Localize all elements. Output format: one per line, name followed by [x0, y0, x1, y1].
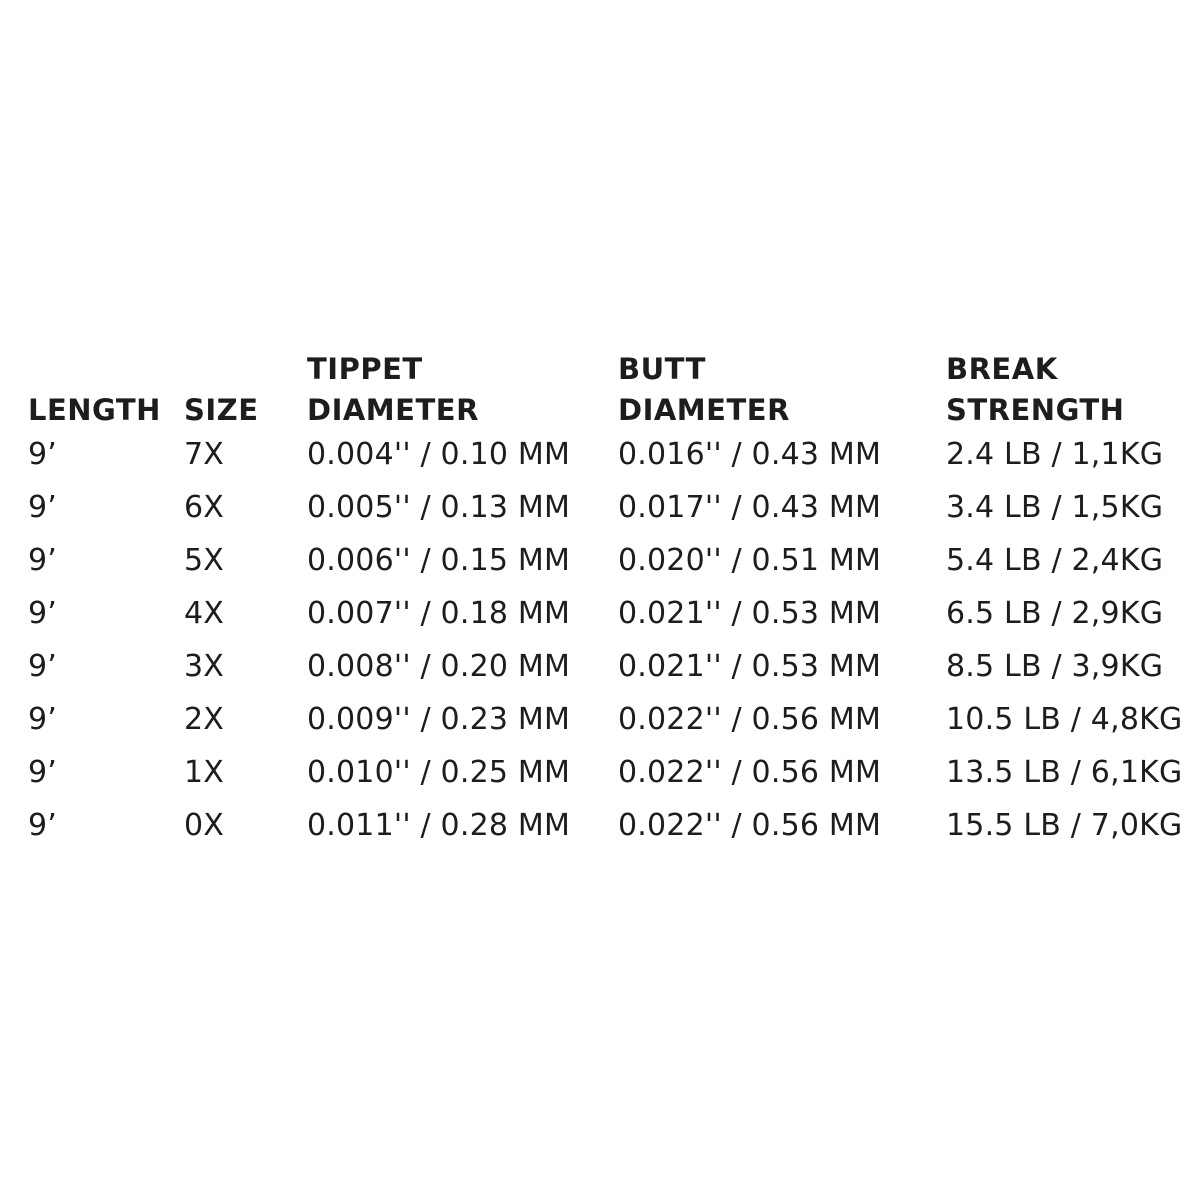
cell-butt: 0.022'' / 0.56 MM [618, 808, 882, 843]
cell-butt: 0.016'' / 0.43 MM [618, 437, 882, 472]
cell-length: 9’ [28, 437, 58, 472]
header-size: SIZE [184, 393, 259, 427]
header-break-line2: STRENGTH [946, 393, 1125, 427]
cell-length: 9’ [28, 490, 58, 525]
cell-tippet: 0.010'' / 0.25 MM [307, 755, 571, 790]
cell-tippet: 0.008'' / 0.20 MM [307, 649, 571, 684]
cell-butt: 0.021'' / 0.53 MM [618, 596, 882, 631]
header-tippet-line2: DIAMETER [307, 393, 479, 427]
header-butt-line1: BUTT [618, 352, 706, 386]
cell-tippet: 0.005'' / 0.13 MM [307, 490, 571, 525]
cell-tippet: 0.009'' / 0.23 MM [307, 702, 571, 737]
cell-length: 9’ [28, 808, 58, 843]
cell-butt: 0.020'' / 0.51 MM [618, 543, 882, 578]
cell-size: 7X [184, 437, 225, 472]
cell-size: 6X [184, 490, 225, 525]
header-butt-line2: DIAMETER [618, 393, 790, 427]
cell-size: 2X [184, 702, 225, 737]
header-tippet-line1: TIPPET [307, 352, 423, 386]
cell-size: 4X [184, 596, 225, 631]
cell-tippet: 0.006'' / 0.15 MM [307, 543, 571, 578]
cell-butt: 0.021'' / 0.53 MM [618, 649, 882, 684]
cell-break: 10.5 LB / 4,8KG [946, 702, 1183, 737]
cell-break: 2.4 LB / 1,1KG [946, 437, 1164, 472]
cell-tippet: 0.004'' / 0.10 MM [307, 437, 571, 472]
cell-break: 3.4 LB / 1,5KG [946, 490, 1164, 525]
cell-size: 5X [184, 543, 225, 578]
cell-break: 6.5 LB / 2,9KG [946, 596, 1164, 631]
cell-tippet: 0.011'' / 0.28 MM [307, 808, 571, 843]
cell-length: 9’ [28, 702, 58, 737]
cell-size: 1X [184, 755, 225, 790]
cell-butt: 0.017'' / 0.43 MM [618, 490, 882, 525]
cell-break: 5.4 LB / 2,4KG [946, 543, 1164, 578]
cell-butt: 0.022'' / 0.56 MM [618, 702, 882, 737]
header-break-line1: BREAK [946, 352, 1058, 386]
cell-tippet: 0.007'' / 0.18 MM [307, 596, 571, 631]
cell-size: 3X [184, 649, 225, 684]
cell-break: 15.5 LB / 7,0KG [946, 808, 1183, 843]
cell-length: 9’ [28, 755, 58, 790]
cell-butt: 0.022'' / 0.56 MM [618, 755, 882, 790]
header-length: LENGTH [28, 393, 161, 427]
cell-size: 0X [184, 808, 225, 843]
cell-break: 13.5 LB / 6,1KG [946, 755, 1183, 790]
cell-length: 9’ [28, 543, 58, 578]
cell-length: 9’ [28, 649, 58, 684]
cell-length: 9’ [28, 596, 58, 631]
cell-break: 8.5 LB / 3,9KG [946, 649, 1164, 684]
